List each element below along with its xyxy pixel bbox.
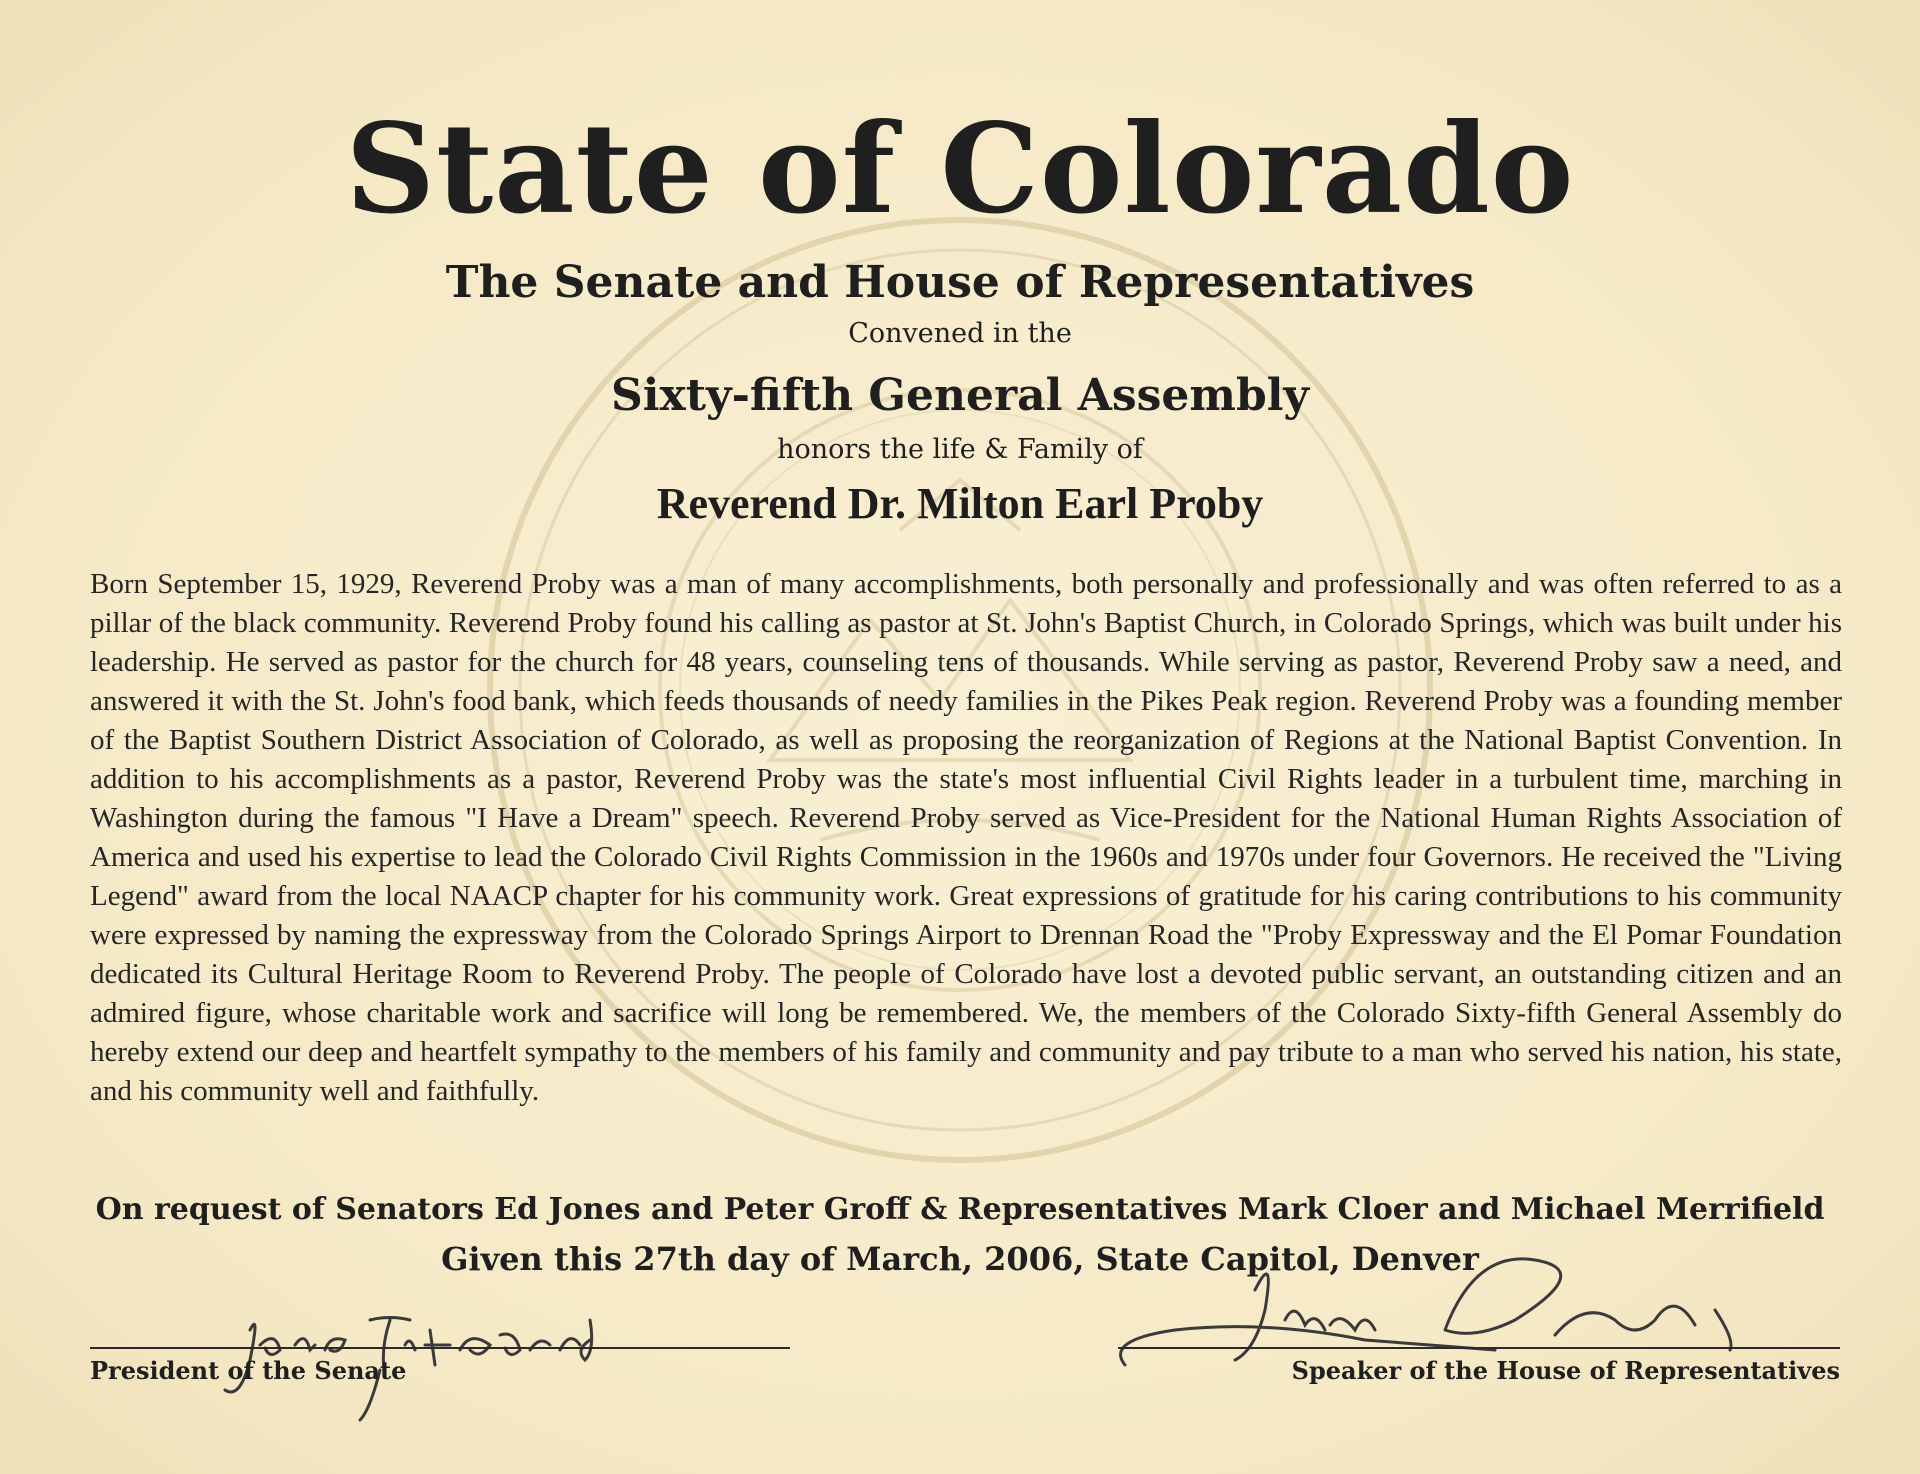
convened-line: Convened in the (848, 318, 1072, 349)
senate-president-title: President of the Senate (90, 1356, 407, 1385)
honoree-name: Reverend Dr. Milton Earl Proby (656, 479, 1264, 528)
page-title: State of Colorado (345, 97, 1575, 242)
chamber-line: The Senate and House of Representatives (445, 257, 1475, 308)
given-line: Given this 27th day of March, 2006, State Capitol, Denver (441, 1240, 1479, 1278)
senate-signature-line (90, 1347, 790, 1349)
assembly-line: Sixty-fifth General Assembly (611, 370, 1309, 421)
honors-line: honors the life & Family of (777, 434, 1143, 465)
house-speaker-title: Speaker of the House of Representatives (1291, 1356, 1840, 1385)
house-signature-line (1118, 1347, 1840, 1349)
tribute-body-text: Born September 15, 1929, Reverend Proby was a man of many accomplishments, both personally and professionally and was often referred to as a pillar of the black community. Reverend Proby found his calling as pastor at St. John's Baptist Church, in Colorado Springs, which was built under his leadership. He served as pastor for the church for 48 years, counseling tens of thousands. While serving as pastor, Reverend Proby saw a need, and answered it with the St. John's food bank, which feeds thousands of needy families in the Pikes Peak region. Reverend Proby was a founding member of the Baptist Southern District Association of Colorado, as well as proposing the reorganization of Regions at the National Baptist Convention. In addition to his accomplishments as a pastor, Reverend Proby was the state's most influential Civil Rights leader in a turbulent time, marching in Washington during the famous "I Have a Dream" speech. Reverend Proby served as Vice-President for the National Human Rights Association of America and used his expertise to lead the Colorado Civil Rights Commission in the 1960s and 1970s under four Governors. He received the "Living Legend" award from the local NAACP chapter for his community work. Great expressions of gratitude for his caring contributions to his community were expressed by naming the expressway from the Colorado Springs Airport to Drennan Road the "Proby Expressway and the El Pomar Foundation dedicated its Cultural Heritage Room to Reverend Proby. The people of Colorado have lost a devoted public servant, an outstanding citizen and an admired figure, whose charitable work and sacrifice will long be remembered. We, the members of the Colorado Sixty-fifth General Assembly do hereby extend our deep and heartfelt sympathy to the members of his family and community and pay tribute to a man who served his nation, his state, and his community well and faithfully. (90, 568, 1842, 1107)
request-line: On request of Senators Ed Jones and Peter Groff & Representatives Mark Cloer and Michael Merrifield (95, 1192, 1825, 1227)
